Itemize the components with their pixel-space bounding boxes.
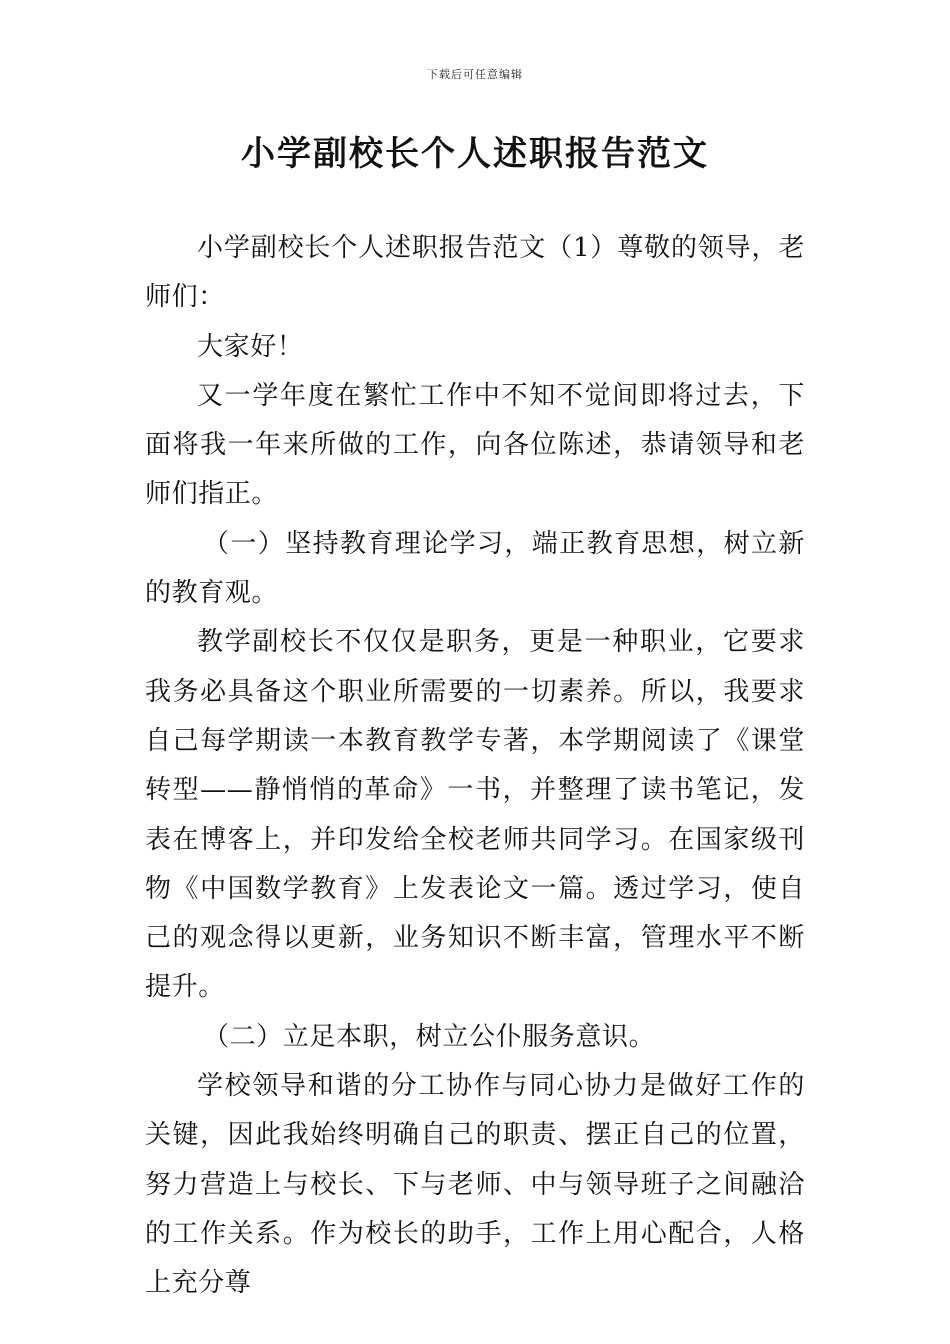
paragraph-section-1: 教学副校长不仅仅是职务，更是一种职业，它要求我务必具备这个职业所需要的一切素养。所以，我要求自己每学期读一本教育教学专著，本学期阅读了《课堂转型——静悄悄的革命》一书，并整理了读书笔记，发表在博客上，并印发给全校老师共同学习。在国家级刊物《中国数学教育》上发表论文一篇。透过学习，使自己的观念得以更新，业务知识不断丰富，管理水平不断提升。 — [145, 627, 805, 1003]
paragraph-greeting: 大家好！ — [197, 331, 304, 362]
document-body — [145, 224, 805, 1309]
section-heading-1: （一）坚持教育理论学习，端正教育思想，树立新的教育观。 — [145, 528, 805, 609]
paragraph-salutation: 小学副校长个人述职报告范文（1）尊敬的领导，老师们： — [145, 233, 805, 313]
document-title: 小学副校长个人述职报告范文 — [241, 134, 709, 174]
paragraph-intro: 又一学年度在繁忙工作中不知不觉间即将过去，下面将我一年来所做的工作，向各位陈述，恭请领导和老师们指正。 — [145, 380, 805, 510]
header-note: 下载后可任意编辑 — [427, 68, 523, 81]
paragraph-section-2: 学校领导和谐的分工协作与同心协力是做好工作的关键，因此我始终明确自己的职责、摆正自己的位置，努力营造上与校长、下与老师、中与领导班子之间融洽的工作关系。作为校长的助手，工作上用心配合，人格上充分尊 — [145, 1071, 805, 1299]
section-heading-2: （二）立足本职，树立公仆服务意识。 — [203, 1021, 656, 1052]
